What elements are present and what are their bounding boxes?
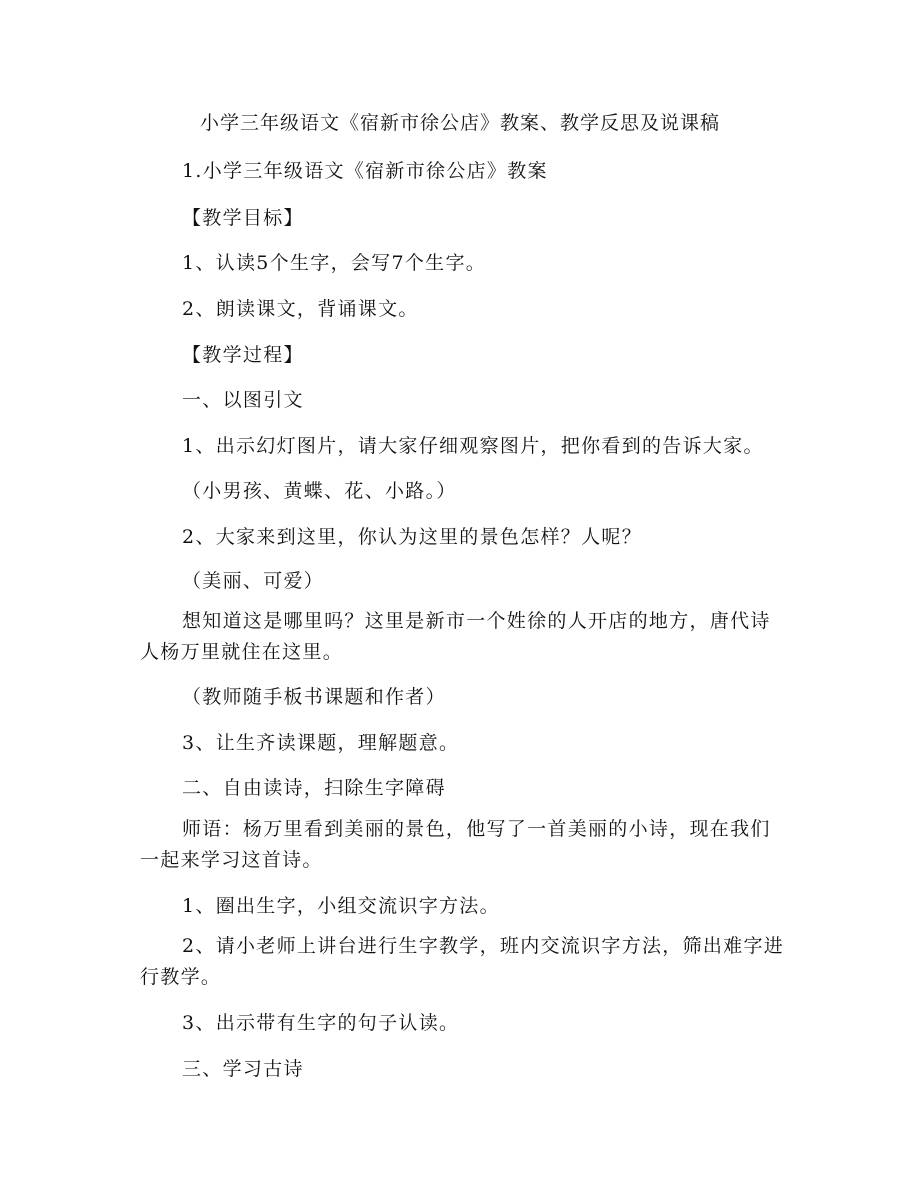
step-heading: 三、学习古诗: [182, 1058, 304, 1080]
process-heading: 【教学过程】: [182, 344, 304, 366]
step-item: 1、圈出生字，小组交流识字方法。: [182, 895, 500, 917]
step-item: 1、出示幻灯图片，请大家仔细观察图片，把你看到的告诉大家。: [182, 435, 764, 457]
step-heading: 一、以图引文: [182, 389, 304, 411]
goal-item: 2、朗读课文，背诵课文。: [182, 298, 419, 320]
goals-heading: 【教学目标】: [182, 207, 304, 229]
section-heading: 1.小学三年级语文《宿新市徐公店》教案: [182, 160, 548, 182]
board-note: （教师随手板书课题和作者）: [182, 686, 446, 708]
step-heading: 二、自由读诗，扫除生字障碍: [182, 777, 446, 799]
document-title: 小学三年级语文《宿新市徐公店》教案、教学反思及说课稿: [199, 112, 720, 134]
intro-paragraph: 想知道这是哪里吗？这里是新市一个姓徐的人开店的地方，唐代诗人杨万里就住在这里。: [140, 610, 771, 663]
step-answer: （小男孩、黄蝶、花、小路。）: [182, 480, 457, 502]
goal-item: 1、认读5个生字，会写7个生字。: [182, 252, 487, 274]
teacher-paragraph: 师语：杨万里看到美丽的景色，他写了一首美丽的小诗，现在我们一起来学习这首诗。: [140, 818, 771, 871]
step-item: 2、大家来到这里，你认为这里的景色怎样？人呢？: [182, 526, 642, 548]
step-item-paragraph: 2、请小老师上讲台进行生字教学，班内交流识字方法，筛出难字进行教学。: [140, 935, 785, 988]
step-item: 3、出示带有生字的句子认读。: [182, 1012, 460, 1034]
step-item: 3、让生齐读课题，理解题意。: [182, 732, 460, 754]
step-answer: （美丽、可爱）: [182, 570, 325, 592]
